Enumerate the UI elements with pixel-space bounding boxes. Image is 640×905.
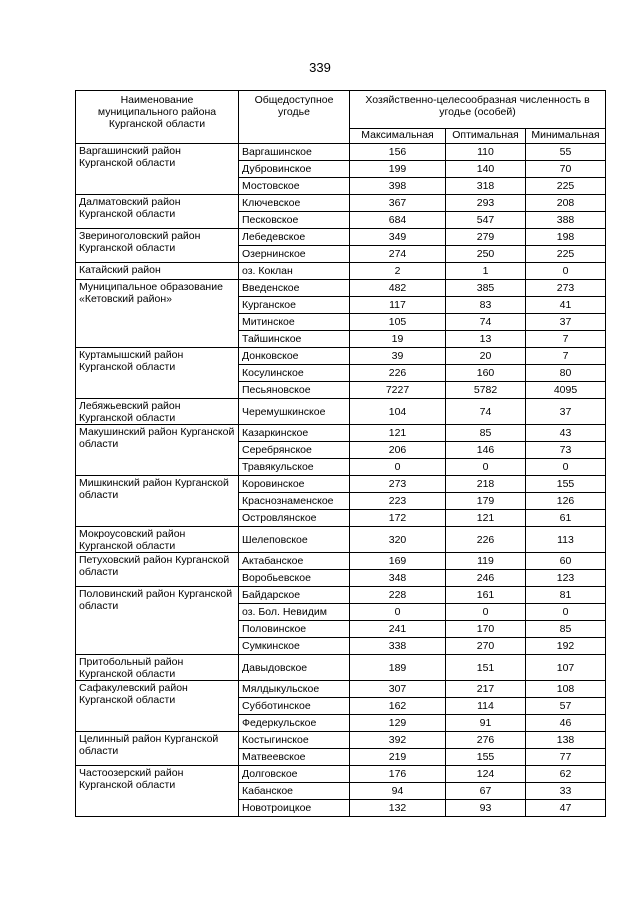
max-value: 156	[350, 144, 446, 161]
district-name: Притобольный район Курганской области	[76, 655, 239, 681]
opt-value: 293	[446, 195, 526, 212]
table-row	[76, 195, 606, 212]
max-value: 2	[350, 263, 446, 280]
district-name: Мокроусовский район Курганской области	[76, 527, 239, 553]
district-name: Лебяжьевский район Курганской области	[76, 399, 239, 425]
max-value: 398	[350, 178, 446, 195]
header-opt: Оптимальная	[446, 129, 526, 144]
opt-value: 218	[446, 476, 526, 493]
opt-value: 93	[446, 800, 526, 817]
max-value: 367	[350, 195, 446, 212]
header-population: Хозяйственно-целесообразная численность в угодье (особей)	[350, 91, 606, 129]
opt-value: 0	[446, 604, 526, 621]
header-district: Наименование муниципального района Курганской области	[76, 91, 239, 144]
min-value: 108	[526, 681, 606, 698]
land-name: Сумкинское	[239, 638, 350, 655]
district-name: Звериноголовский район Курганской области	[76, 229, 239, 263]
land-name: Коровинское	[239, 476, 350, 493]
min-value: 0	[526, 459, 606, 476]
max-value: 226	[350, 365, 446, 382]
opt-value: 121	[446, 510, 526, 527]
opt-value: 67	[446, 783, 526, 800]
max-value: 104	[350, 399, 446, 425]
min-value: 4095	[526, 382, 606, 399]
min-value: 33	[526, 783, 606, 800]
max-value: 199	[350, 161, 446, 178]
land-name: оз. Бол. Невидим	[239, 604, 350, 621]
opt-value: 20	[446, 348, 526, 365]
max-value: 189	[350, 655, 446, 681]
max-value: 392	[350, 732, 446, 749]
max-value: 0	[350, 604, 446, 621]
table-row	[76, 732, 606, 749]
min-value: 225	[526, 178, 606, 195]
max-value: 338	[350, 638, 446, 655]
land-name: Косулинское	[239, 365, 350, 382]
max-value: 482	[350, 280, 446, 297]
land-name: Черемушкинское	[239, 399, 350, 425]
opt-value: 385	[446, 280, 526, 297]
opt-value: 74	[446, 314, 526, 331]
land-name: Ключевское	[239, 195, 350, 212]
opt-value: 246	[446, 570, 526, 587]
opt-value: 114	[446, 698, 526, 715]
opt-value: 318	[446, 178, 526, 195]
land-name: оз. Коклан	[239, 263, 350, 280]
opt-value: 74	[446, 399, 526, 425]
min-value: 85	[526, 621, 606, 638]
header-min: Минимальная	[526, 129, 606, 144]
land-name: Федеркульское	[239, 715, 350, 732]
max-value: 307	[350, 681, 446, 698]
opt-value: 151	[446, 655, 526, 681]
land-name: Половинское	[239, 621, 350, 638]
land-name: Варгашинское	[239, 144, 350, 161]
max-value: 105	[350, 314, 446, 331]
max-value: 129	[350, 715, 446, 732]
table-row	[76, 399, 606, 425]
opt-value: 226	[446, 527, 526, 553]
table-row	[76, 229, 606, 246]
opt-value: 170	[446, 621, 526, 638]
land-name: Байдарское	[239, 587, 350, 604]
land-name: Дубровинское	[239, 161, 350, 178]
min-value: 126	[526, 493, 606, 510]
district-name: Макушинский район Курганской области	[76, 425, 239, 476]
max-value: 273	[350, 476, 446, 493]
min-value: 61	[526, 510, 606, 527]
land-name: Краснознаменское	[239, 493, 350, 510]
table-row	[76, 425, 606, 442]
opt-value: 217	[446, 681, 526, 698]
min-value: 192	[526, 638, 606, 655]
min-value: 80	[526, 365, 606, 382]
land-name: Песьяновское	[239, 382, 350, 399]
table-row	[76, 476, 606, 493]
min-value: 73	[526, 442, 606, 459]
max-value: 132	[350, 800, 446, 817]
opt-value: 110	[446, 144, 526, 161]
max-value: 121	[350, 425, 446, 442]
min-value: 208	[526, 195, 606, 212]
min-value: 0	[526, 263, 606, 280]
max-value: 348	[350, 570, 446, 587]
min-value: 77	[526, 749, 606, 766]
min-value: 81	[526, 587, 606, 604]
max-value: 320	[350, 527, 446, 553]
opt-value: 250	[446, 246, 526, 263]
opt-value: 547	[446, 212, 526, 229]
max-value: 274	[350, 246, 446, 263]
land-name: Лебедевское	[239, 229, 350, 246]
population-table	[75, 90, 606, 817]
min-value: 388	[526, 212, 606, 229]
min-value: 138	[526, 732, 606, 749]
district-name: Далматовский район Курганской области	[76, 195, 239, 229]
land-name: Песковское	[239, 212, 350, 229]
min-value: 37	[526, 314, 606, 331]
page-number: 339	[309, 60, 331, 75]
land-name: Травякульское	[239, 459, 350, 476]
opt-value: 83	[446, 297, 526, 314]
min-value: 7	[526, 331, 606, 348]
opt-value: 140	[446, 161, 526, 178]
max-value: 169	[350, 553, 446, 570]
opt-value: 146	[446, 442, 526, 459]
land-name: Давыдовское	[239, 655, 350, 681]
land-name: Островлянское	[239, 510, 350, 527]
max-value: 219	[350, 749, 446, 766]
table-row	[76, 527, 606, 553]
land-name: Курганское	[239, 297, 350, 314]
min-value: 55	[526, 144, 606, 161]
max-value: 39	[350, 348, 446, 365]
table-body	[76, 144, 606, 817]
max-value: 223	[350, 493, 446, 510]
table-row	[76, 280, 606, 297]
max-value: 162	[350, 698, 446, 715]
min-value: 7	[526, 348, 606, 365]
min-value: 47	[526, 800, 606, 817]
min-value: 123	[526, 570, 606, 587]
opt-value: 119	[446, 553, 526, 570]
district-name: Муниципальное образование «Кетовский район»	[76, 280, 239, 348]
land-name: Казаркинское	[239, 425, 350, 442]
min-value: 70	[526, 161, 606, 178]
max-value: 206	[350, 442, 446, 459]
max-value: 228	[350, 587, 446, 604]
land-name: Шелеповское	[239, 527, 350, 553]
opt-value: 13	[446, 331, 526, 348]
table-row	[76, 587, 606, 604]
district-name: Половинский район Курганской области	[76, 587, 239, 655]
header-land: Общедоступное угодье	[239, 91, 350, 144]
table-row	[76, 766, 606, 783]
min-value: 0	[526, 604, 606, 621]
opt-value: 179	[446, 493, 526, 510]
district-name: Куртамышский район Курганской области	[76, 348, 239, 399]
header-max: Максимальная	[350, 129, 446, 144]
district-name: Частоозерский район Курганской области	[76, 766, 239, 817]
opt-value: 0	[446, 459, 526, 476]
min-value: 113	[526, 527, 606, 553]
district-name: Сафакулевский район Курганской области	[76, 681, 239, 732]
land-name: Костыгинское	[239, 732, 350, 749]
district-name: Варгашинский район Курганской области	[76, 144, 239, 195]
min-value: 107	[526, 655, 606, 681]
min-value: 155	[526, 476, 606, 493]
land-name: Тайшинское	[239, 331, 350, 348]
opt-value: 5782	[446, 382, 526, 399]
opt-value: 276	[446, 732, 526, 749]
max-value: 0	[350, 459, 446, 476]
min-value: 46	[526, 715, 606, 732]
opt-value: 1	[446, 263, 526, 280]
max-value: 117	[350, 297, 446, 314]
max-value: 176	[350, 766, 446, 783]
min-value: 198	[526, 229, 606, 246]
land-name: Актабанское	[239, 553, 350, 570]
max-value: 94	[350, 783, 446, 800]
table-row	[76, 553, 606, 570]
max-value: 7227	[350, 382, 446, 399]
min-value: 37	[526, 399, 606, 425]
max-value: 241	[350, 621, 446, 638]
min-value: 57	[526, 698, 606, 715]
land-name: Серебрянское	[239, 442, 350, 459]
land-name: Митинское	[239, 314, 350, 331]
land-name: Мостовское	[239, 178, 350, 195]
max-value: 349	[350, 229, 446, 246]
opt-value: 85	[446, 425, 526, 442]
land-name: Долговское	[239, 766, 350, 783]
max-value: 19	[350, 331, 446, 348]
district-name: Петуховский район Курганской области	[76, 553, 239, 587]
land-name: Озернинское	[239, 246, 350, 263]
opt-value: 279	[446, 229, 526, 246]
district-name: Целинный район Курганской области	[76, 732, 239, 766]
opt-value: 270	[446, 638, 526, 655]
district-name: Мишкинский район Курганской области	[76, 476, 239, 527]
table-row	[76, 144, 606, 161]
opt-value: 124	[446, 766, 526, 783]
opt-value: 155	[446, 749, 526, 766]
min-value: 273	[526, 280, 606, 297]
land-name: Введенское	[239, 280, 350, 297]
land-name: Донковское	[239, 348, 350, 365]
min-value: 62	[526, 766, 606, 783]
min-value: 43	[526, 425, 606, 442]
land-name: Кабанское	[239, 783, 350, 800]
min-value: 41	[526, 297, 606, 314]
opt-value: 161	[446, 587, 526, 604]
land-name: Воробьевское	[239, 570, 350, 587]
table-row	[76, 263, 606, 280]
district-name: Катайский район	[76, 263, 239, 280]
max-value: 172	[350, 510, 446, 527]
table-row	[76, 348, 606, 365]
table-row	[76, 655, 606, 681]
opt-value: 91	[446, 715, 526, 732]
opt-value: 160	[446, 365, 526, 382]
land-name: Новотроицкое	[239, 800, 350, 817]
table-row	[76, 681, 606, 698]
min-value: 225	[526, 246, 606, 263]
land-name: Субботинское	[239, 698, 350, 715]
land-name: Мялдыкульское	[239, 681, 350, 698]
max-value: 684	[350, 212, 446, 229]
min-value: 60	[526, 553, 606, 570]
land-name: Матвеевское	[239, 749, 350, 766]
